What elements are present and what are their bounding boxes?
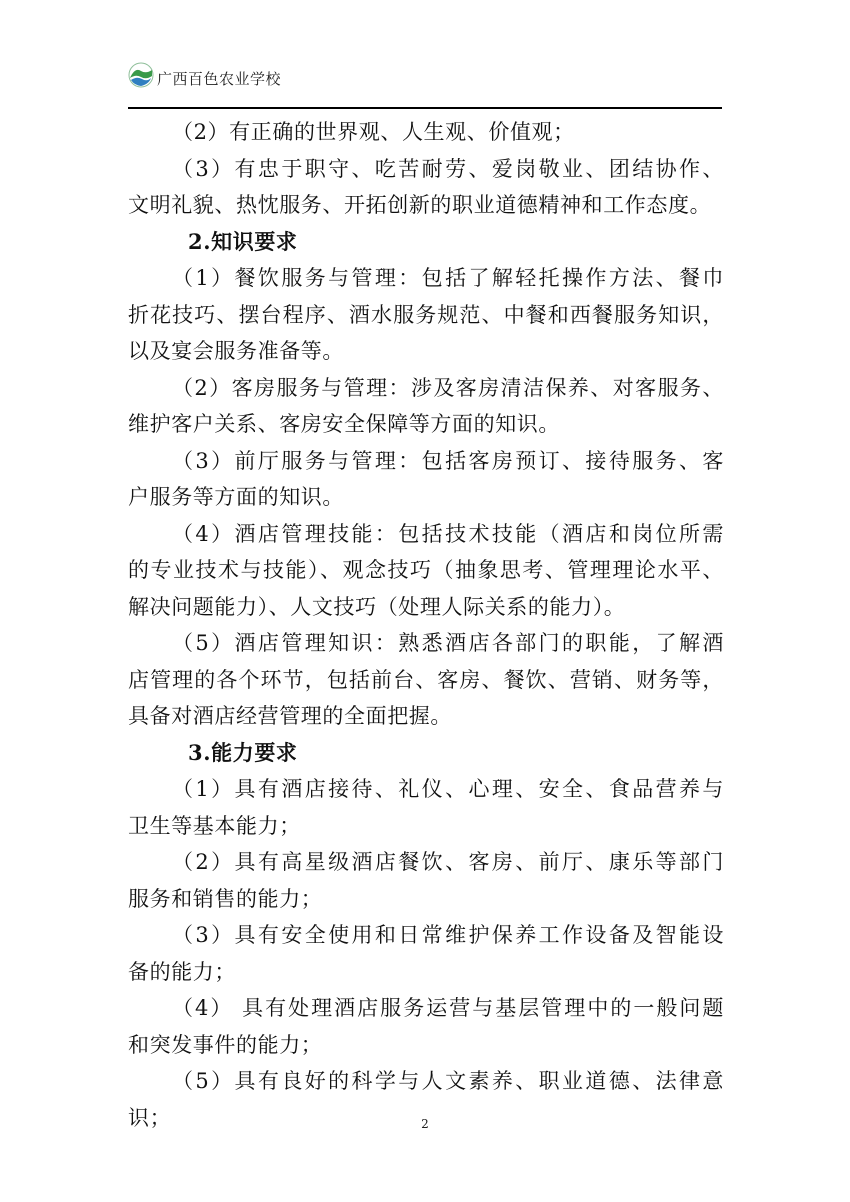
text-line: （4） 具有处理酒店服务运营与基层管理中的一般问题 <box>172 996 724 1020</box>
text-line: （1）餐饮服务与管理：包括了解轻托操作方法、餐巾 <box>172 266 724 290</box>
section-heading: 2.知识要求 <box>188 228 298 254</box>
text-line: 解决问题能力）、人文技巧（处理人际关系的能力）。 <box>128 594 626 619</box>
text-line: （2）具有高星级酒店餐饮、客房、前厅、康乐等部门 <box>172 850 724 874</box>
text-line: 备的能力； <box>128 959 236 984</box>
text-line: 具备对酒店经营管理的全面把握。 <box>128 704 452 728</box>
text-line: 和突发事件的能力； <box>128 1032 323 1057</box>
text-line: （5）具有良好的科学与人文素养、职业道德、法律意 <box>172 1069 724 1093</box>
page-header <box>128 62 722 110</box>
text-line: （4）酒店管理技能：包括技术技能（酒店和岗位所需 <box>172 521 724 546</box>
text-line: 识； <box>128 1105 172 1130</box>
school-name: 广西百色农业学校 <box>157 70 282 88</box>
text-line: 的专业技术与技能）、观念技巧（抽象思考、管理理论水平、 <box>128 558 724 582</box>
text-line: 卫生等基本能力； <box>128 813 301 838</box>
section-heading: 3.能力要求 <box>188 739 298 765</box>
text-line: （3）前厅服务与管理：包括客房预订、接待服务、客 <box>172 448 724 473</box>
text-line: 店管理的各个环节，包括前台、客房、餐饮、营销、财务等， <box>128 667 724 692</box>
school-logo-icon <box>128 62 154 88</box>
text-line: 以及宴会服务准备等。 <box>128 339 344 363</box>
text-line: 服务和销售的能力； <box>128 886 323 911</box>
text-line: 户服务等方面的知识。 <box>128 485 344 509</box>
text-line: （3）具有安全使用和日常维护保养工作设备及智能设 <box>172 923 724 947</box>
page-number: 2 <box>421 1117 429 1131</box>
text-line: （3）有忠于职守、吃苦耐劳、爱岗敬业、团结协作、 <box>172 156 724 181</box>
text-line: （5）酒店管理知识：熟悉酒店各部门的职能，了解酒 <box>172 631 724 655</box>
text-line: 折花技巧、摆台程序、酒水服务规范、中餐和西餐服务知识， <box>128 302 724 327</box>
text-line: 维护客户关系、客房安全保障等方面的知识。 <box>128 412 560 436</box>
text-line: （2）有正确的世界观、人生观、价值观； <box>172 120 575 144</box>
text-line: （2）客房服务与管理：涉及客房清洁保养、对客服务、 <box>172 375 724 400</box>
text-line: 文明礼貌、热忱服务、开拓创新的职业道德精神和工作态度。 <box>128 193 712 217</box>
header-rule <box>128 107 722 109</box>
text-line: （1）具有酒店接待、礼仪、心理、安全、食品营养与 <box>172 777 724 801</box>
body-text <box>128 114 724 1136</box>
